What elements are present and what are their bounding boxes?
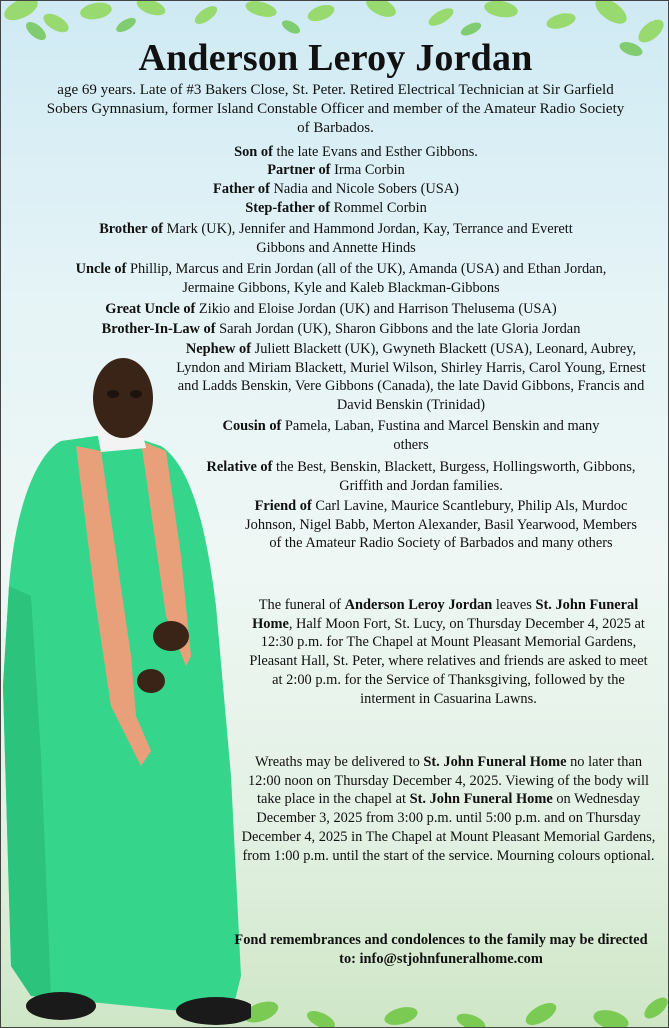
relation-partner: Partner of Irma Corbin	[267, 162, 405, 178]
wreaths-viewing-details: Wreaths may be delivered to St. John Funeral Home no later than 12:00 noon on Thursday December 4, 2025. Viewing of the body will take place in the chapel at St. John Funeral Home on Wednesday December 3, 2025 from 3:00 p.m. until 5:00 p.m. and on Thursday December 4, 2025 in The Chapel at Mount Pleasant Memorial Gardens, from 1:00 p.m. until the start of the service. Mourning colours optional.	[241, 754, 656, 864]
relation-brother: Brother of Mark (UK), Jennifer and Hammond Jordan, Kay, Terrance and Everett Gibbons and Annette Hinds	[99, 221, 573, 256]
relation-cousin: Cousin of Pamela, Laban, Fustina and Marcel Benskin and many others	[222, 418, 600, 453]
relation-friend: Friend of Carl Lavine, Maurice Scantlebury, Philip Als, Murdoc Johnson, Nigel Babb, Merton Alexander, Basil Yearwood, Members of the Amateur Radio Society of Barbados and many others	[245, 498, 637, 551]
condolences-note: Fond remembrances and condolences to the family may be directed to: info@stjohnfuneralhome.com	[234, 932, 648, 967]
intro-text: age 69 years. Late of #3 Bakers Close, St. Peter. Retired Electrical Technician at Sir Garfield Sobers Gymnasium, former Island Constable Officer and member of the Amateur Radio Society of Barbados.	[46, 82, 625, 136]
relation-father: Father of Nadia and Nicole Sobers (USA)	[213, 181, 459, 197]
deceased-name: Anderson Leroy Jordan	[138, 37, 533, 79]
relation-brother-in-law: Brother-In-Law of Sarah Jordan (UK), Sharon Gibbons and the late Gloria Jordan	[101, 321, 581, 337]
funeral-details: The funeral of Anderson Leroy Jordan leaves St. John Funeral Home, Half Moon Fort, St. Lucy, on Thursday December 4, 2025 at 12:30 p.m. for The Chapel at Mount Pleasant Memorial Gardens, Pleasant Hall, St. Peter, where relatives and friends are asked to meet at 2:00 p.m. for the Service of Thanksgiving, followed by the interment in Casuarina Lawns.	[249, 597, 648, 707]
relation-uncle: Uncle of Phillip, Marcus and Erin Jordan (all of the UK), Amanda (USA) and Ethan Jordan, Jermaine Gibbons, Kyle and Kaleb Blackman-Gibbons	[75, 261, 607, 296]
relation-relative: Relative of the Best, Benskin, Blackett, Burgess, Hollingsworth, Gibbons, Griffith and Jordan families.	[206, 459, 636, 494]
relation-son: Son of the late Evans and Esther Gibbons.	[234, 144, 478, 160]
relation-nephew: Nephew of Juliett Blackett (UK), Gwyneth Blackett (USA), Leonard, Aubrey, Lyndon and Miriam Blackett, Muriel Wilson, Shirley Harris, Carol Young, Ernest and Ladds Benskin, Vere Gibbons (Canada), the late David Gibbons, Francis and David Benskin (Trinidad)	[176, 341, 646, 413]
deceased-photo	[1, 356, 251, 1028]
relation-great-uncle: Great Uncle of Zikio and Eloise Jordan (UK) and Harrison Thelusema (USA)	[105, 301, 557, 317]
relation-stepfather: Step-father of Rommel Corbin	[245, 200, 427, 216]
